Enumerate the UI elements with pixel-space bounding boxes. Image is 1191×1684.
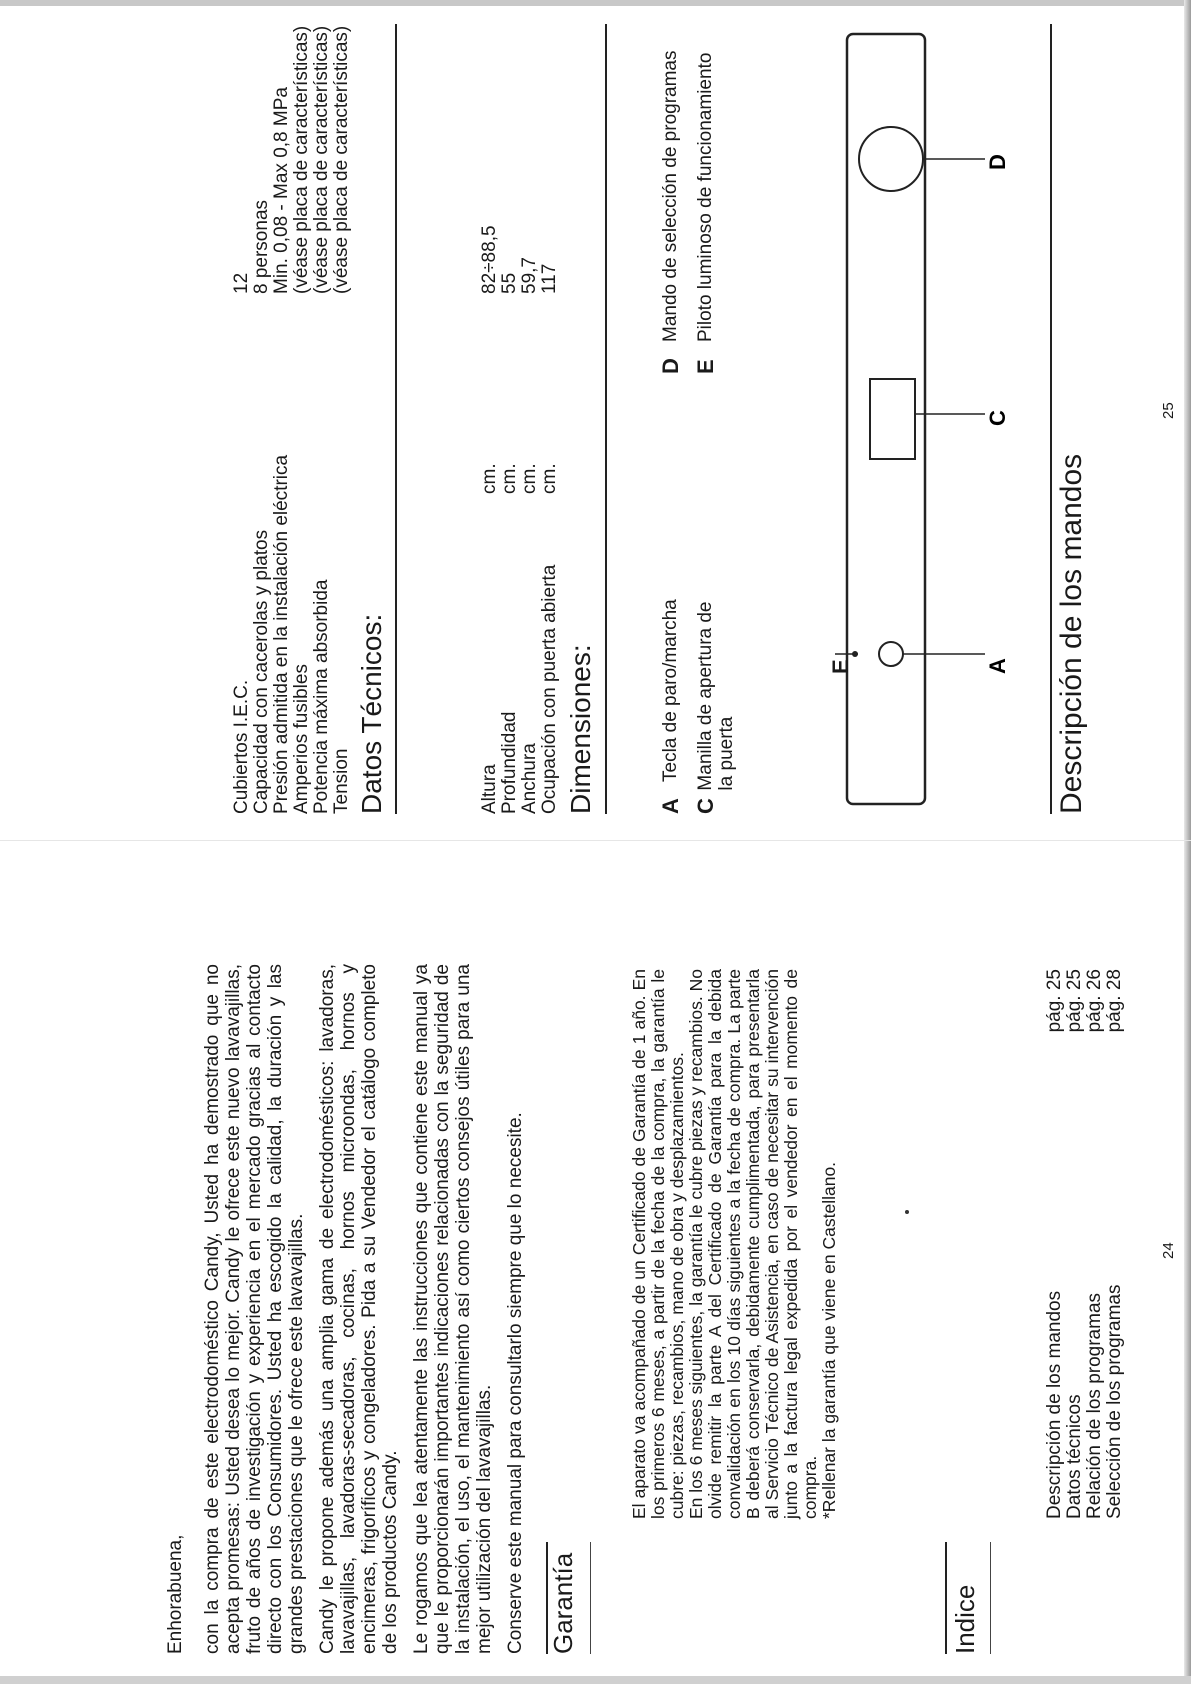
callout-a: A: [985, 658, 1010, 674]
greeting: Enhorabuena,: [165, 1534, 186, 1654]
descripcion-title: Descripción de los mandos: [1055, 453, 1088, 814]
garantia-title: Garantía: [548, 1552, 578, 1654]
datos-row: Potencia máxima absorbida (véase placa de características): [311, 25, 332, 814]
dimensiones-title: Dimensiones:: [565, 644, 596, 814]
page-number-left: 24: [1160, 1242, 1177, 1259]
garantia-bottom-rule: [590, 1542, 591, 1654]
intro-paragraph: Conserve este manual para consultarlo siempre que lo necesite.: [505, 1112, 526, 1654]
intro-paragraph: Candy le propone además una amplia gama de electrodomésticos: lavadoras, lavavajillas, lavadoras-secadoras, cocinas, hornos microondas, hornos y encimeras, frigoríficos y congeladores. Pida a su Vendedor el catálogo completo de los productos Candy.: [317, 964, 401, 1654]
indice-title: Indice: [950, 1584, 980, 1654]
garantia-paragraph: *Rellenar la garantía que viene en Castellano.: [819, 1161, 839, 1519]
datos-row: Tension (véase placa de características): [331, 25, 352, 814]
datos-row: Presión admitida en la instalación eléctrica Min. 0,08 - Max 0,8 MPa: [271, 87, 292, 814]
indice-item[interactable]: Datos técnicos pág. 25: [1064, 969, 1085, 1519]
datos-table: [232, 24, 352, 814]
indice-top-rule: [945, 1542, 947, 1654]
program-selector-knob: [859, 127, 923, 191]
datos-row: Amperios fusibles (véase placa de características): [291, 25, 312, 814]
dot-mark: [905, 1210, 909, 1214]
page-number-right: 25: [1160, 402, 1177, 419]
legend-item: A Tecla de paro/marcha: [658, 599, 683, 814]
intro-paragraph: Le rogamos que lea atentamente las instrucciones que contiene este manual ya que le proporcionarán importantes indicaciones relacionadas con la seguridad de la instalación, el uso, el mantenimiento así como ciertos consejos útiles para una mejor utilización del lavavajillas.: [411, 964, 495, 1654]
datos-row: Cubiertos I.E.C. 12: [231, 272, 252, 814]
legend-item: D Mando de selección de programas: [658, 50, 683, 374]
indice-item[interactable]: Relación de los programas pág. 26: [1084, 969, 1105, 1519]
dimensiones-table: [480, 24, 560, 814]
indice-bottom-rule: [990, 1542, 991, 1654]
panel-outline: [847, 34, 925, 804]
indice-item[interactable]: Selección de los programas pág. 28: [1104, 969, 1125, 1519]
datos-row: Capacidad con cacerolas y platos 8 personas: [251, 199, 272, 814]
callout-e: E: [828, 659, 853, 674]
dimension-row: Ocupación con puerta abierta cm. 117: [539, 263, 560, 814]
stop-start-key: [879, 642, 903, 666]
garantia-text: [630, 969, 839, 1519]
intro-text: [202, 964, 526, 1654]
dimensiones-top-rule: [605, 24, 607, 814]
left-page-intro: [165, 964, 536, 1654]
indice-item[interactable]: Descripción de los mandos pág. 25: [1044, 969, 1065, 1519]
garantia-paragraph: En los 6 meses siguientes, la garantía le cubre piezas y recambios. No olvide remitir la parte A del Certificado de Garantía para la debida convalidación en los 10 días siguientes a la fecha de compra. La parte B deberá conservarla, debidamente cumplimentada, para presentarla al Servicio Técnico de Asistencia, en caso de necesitar su intervención junto a la factura legal expedida por el vendedor en el momento de compra.: [686, 969, 820, 1519]
intro-paragraph: con la compra de este electrodoméstico Candy, Usted ha demostrado que no acepta promesas: Usted desea lo mejor. Candy le ofrece este nuevo lavavajillas, fruto de años de investigación y experiencia en el mercado gracias al contacto directo con los Consumidores. Usted ha escogido la calidad, la duración y las grandes prestaciones que le ofrece este lavavajillas.: [202, 964, 307, 1654]
dimension-row: Anchura cm. 59,7: [519, 257, 540, 814]
datos-title: Datos Técnicos:: [356, 613, 387, 814]
descripcion-top-rule: [1050, 24, 1052, 814]
callout-c: C: [985, 410, 1010, 426]
datos-top-rule: [395, 24, 397, 814]
legend-grid: [660, 14, 737, 814]
garantia-paragraph: El aparato va acompañado de un Certificado de Garantía de 1 año. En los primeros 6 meses, a partir de la fecha de la compra, la garantía le cubre: piezas, recambios, mano de obra y desplazamientos.: [629, 969, 687, 1519]
callout-d: D: [985, 154, 1010, 170]
door-handle: [870, 379, 915, 459]
legend-item: C Manilla de apertura de la puerta: [693, 601, 737, 814]
control-panel-diagram: [835, 4, 1045, 824]
legend-item: E Piloto luminoso de funcionamiento: [693, 52, 718, 374]
dimension-row: Profundidad cm. 55: [499, 272, 520, 814]
indice-list: [1045, 969, 1125, 1519]
dimension-row: Altura cm. 82÷88,5: [479, 225, 500, 814]
